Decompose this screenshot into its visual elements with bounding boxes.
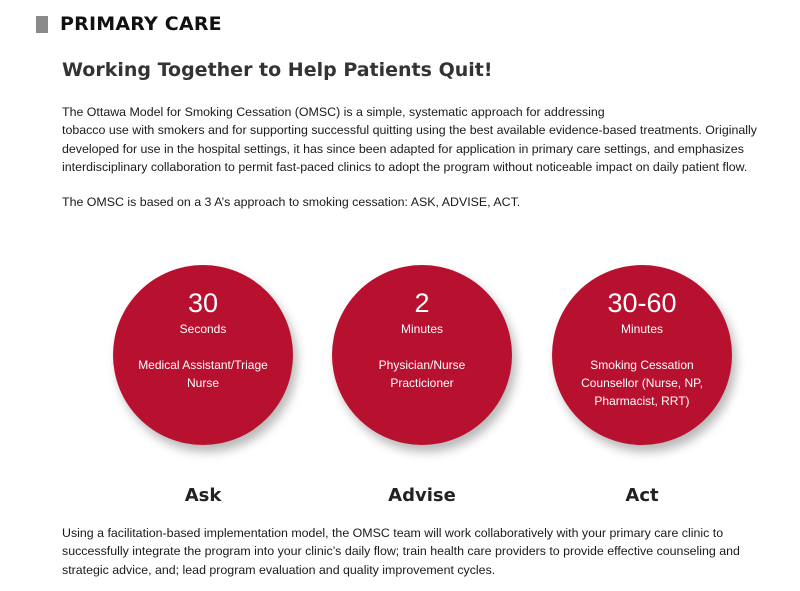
intro-line: interdisciplinary collaboration to permit fast-paced clinics to adopt the program without noticeable impact on daily patient flow. xyxy=(62,160,748,175)
step-duration-unit: Minutes xyxy=(400,322,444,336)
step-act xyxy=(552,265,732,506)
intro-paragraph xyxy=(62,103,762,177)
intro-line: The Ottawa Model for Smoking Cessation (OMSC) is a simple, systematic approach for addressing xyxy=(62,105,605,119)
step-role-line: Counsellor (Nurse, NP, xyxy=(581,376,703,390)
step-circle xyxy=(113,265,293,445)
step-circle xyxy=(552,265,732,445)
intro-line: tobacco use with smokers and for supporting successful quitting using the best available evidence-based treatments. Originally xyxy=(62,123,757,138)
step-circle xyxy=(332,265,512,445)
outro-paragraph xyxy=(62,524,752,579)
step-duration-number: 30-60 xyxy=(607,288,677,318)
outro-line: strategic advice, and; lead program evaluation and quality improvement cycles. xyxy=(62,562,496,577)
step-duration-number: 30 xyxy=(187,288,219,318)
step-role-line: Nurse xyxy=(186,376,219,390)
step-role-line: Medical Assistant/Triage xyxy=(138,358,268,372)
step-ask xyxy=(113,265,293,506)
approach-paragraph: The OMSC is based on a 3 A’s approach to smoking cessation: ASK, ADVISE, ACT. xyxy=(62,195,521,209)
step-advise xyxy=(332,265,512,506)
outro-line: Using a facilitation-based implementation model, the OMSC team will work collaboratively with your primary care clinic to xyxy=(62,526,724,540)
outro-line: successfully integrate the program into your clinic’s daily flow; train health care providers to provide effective counseling and xyxy=(62,544,740,559)
step-label: Ask xyxy=(184,485,222,506)
step-role xyxy=(346,356,498,392)
section-marker-bar xyxy=(36,16,48,33)
step-label: Advise xyxy=(388,485,456,506)
step-duration-unit: Seconds xyxy=(179,322,227,336)
page-title: Working Together to Help Patients Quit! xyxy=(62,59,493,81)
step-role-line: Pharmacist, RRT) xyxy=(594,394,690,408)
section-header xyxy=(36,12,222,36)
section-title: PRIMARY CARE xyxy=(60,13,222,35)
step-role xyxy=(127,356,279,392)
step-role-line: Practicioner xyxy=(390,376,454,390)
step-role-line: Physician/Nurse xyxy=(378,358,466,372)
step-role xyxy=(566,356,718,410)
intro-line: developed for use in the hospital settings, it has since been adapted for application in primary care settings, and emphasizes xyxy=(62,141,744,156)
step-duration-unit: Minutes xyxy=(620,322,664,336)
step-label: Act xyxy=(625,485,659,506)
step-role-line: Smoking Cessation xyxy=(590,358,694,372)
step-duration-number: 2 xyxy=(414,288,430,318)
